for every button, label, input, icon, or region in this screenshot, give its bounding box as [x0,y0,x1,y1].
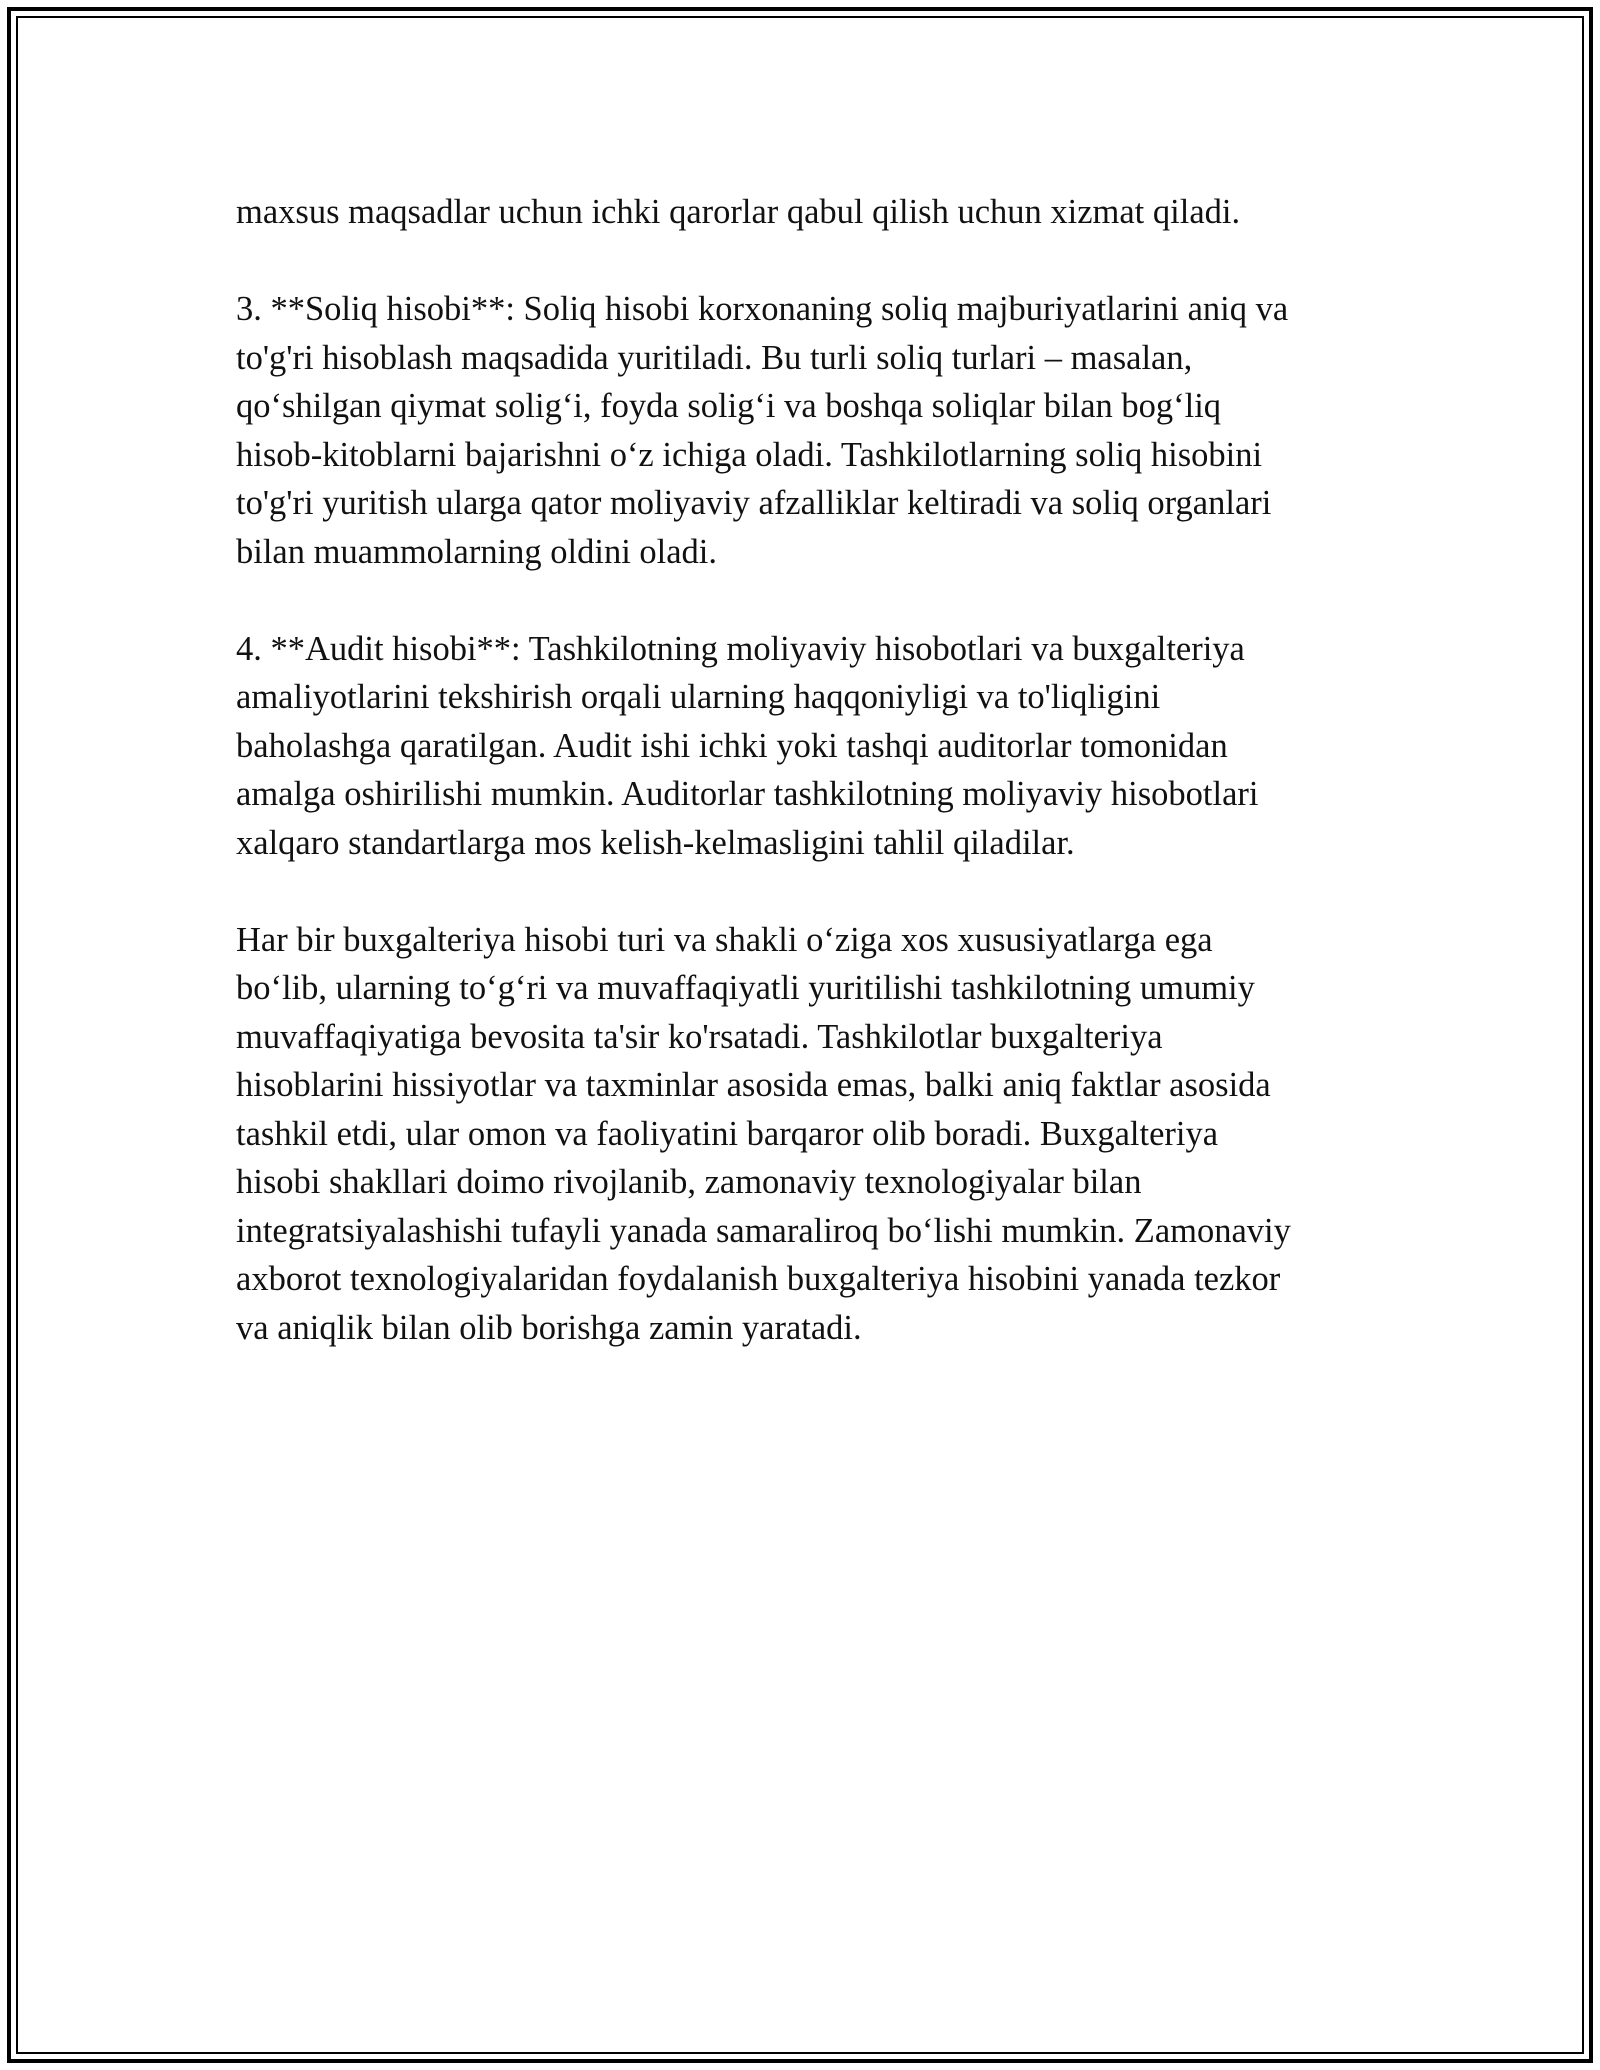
text-line: to'g'ri hisoblash maqsadida yuritiladi. Bu turli soliq turlari – masalan, [236,338,1193,377]
paragraph-conclusion [236,916,1366,1353]
text-line: tashkil etdi, ular omon va faoliyatini barqaror olib boradi. Buxgalteriya [236,1114,1219,1153]
text-line: 4. **Audit hisobi**: Tashkilotning moliyaviy hisobotlari va buxgalteriya [236,629,1245,668]
text-line: Har bir buxgalteriya hisobi turi va shakli o‘ziga xos xususiyatlarga ega [236,920,1213,959]
text-line: muvaffaqiyatiga bevosita ta'sir ko'rsatadi. Tashkilotlar buxgalteriya [236,1017,1163,1056]
text-line: 3. **Soliq hisobi**: Soliq hisobi korxonaning soliq majburiyatlarini aniq va [236,290,1289,328]
paragraph-continuation [236,188,1366,237]
paragraph-audit-hisobi [236,625,1366,868]
text-line: va aniqlik bilan olib borishga zamin yaratadi. [236,1308,862,1347]
text-line: hisoblarini hissiyotlar va taxminlar asosida emas, balki aniq faktlar asosida [236,1066,1271,1104]
text-line: hisobi shakllari doimo rivojlanib, zamonaviy texnologiyalar bilan [236,1163,1142,1201]
text-line: bo‘lib, ularning to‘g‘ri va muvaffaqiyatli yuritilishi tashkilotning umumiy [236,969,1255,1007]
text-line: bilan muammolarning oldini oladi. [236,532,718,571]
text-line: maxsus maqsadlar uchun ichki qarorlar qabul qilish uchun xizmat qiladi. [236,193,1241,231]
document-body [236,188,1366,1401]
text-line: integratsiyalashishi tufayli yanada samaraliroq bo‘lishi mumkin. Zamonaviy [236,1211,1291,1250]
text-line: amaliyotlarini tekshirish orqali ularning haqqoniyligi va to'liqligini [236,678,1161,716]
paragraph-soliq-hisobi [236,285,1366,576]
text-line: qo‘shilgan qiymat solig‘i, foyda solig‘i va boshqa soliqlar bilan bog‘liq [236,387,1222,425]
text-line: xalqaro standartlarga mos kelish-kelmasligini tahlil qiladilar. [236,823,1075,862]
text-line: axborot texnologiyalaridan foydalanish buxgalteriya hisobini yanada tezkor [236,1260,1281,1298]
text-line: baholashga qaratilgan. Audit ishi ichki yoki tashqi auditorlar tomonidan [236,726,1228,765]
text-line: amalga oshirilishi mumkin. Auditorlar tashkilotning moliyaviy hisobotlari [236,775,1259,813]
text-line: hisob-kitoblarni bajarishni o‘z ichiga oladi. Tashkilotlarning soliq hisobini [236,435,1263,474]
text-line: to'g'ri yuritish ularga qator moliyaviy afzalliklar keltiradi va soliq organlari [236,484,1272,522]
